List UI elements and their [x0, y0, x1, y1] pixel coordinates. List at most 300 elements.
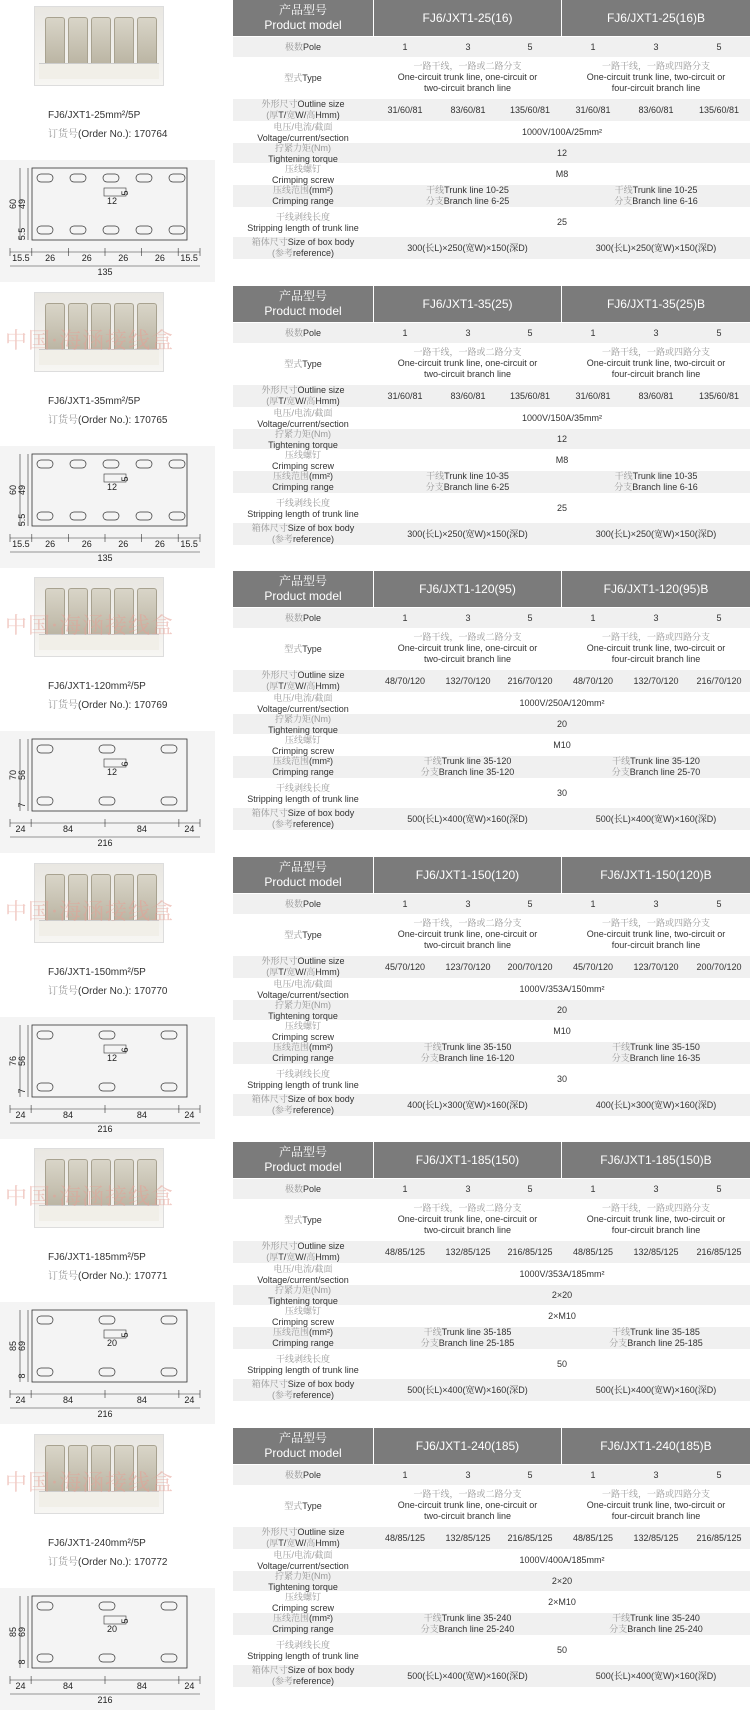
torque-value: 12: [556, 148, 567, 158]
row-label-outline: [233, 99, 373, 121]
slot-top: [99, 1031, 115, 1039]
box-en: Size of box body: [287, 237, 355, 247]
dim-span: 24: [184, 1395, 195, 1405]
model-label-en: Product model: [264, 874, 342, 889]
range-branch-zh: 分支: [425, 196, 444, 206]
range-trunk: Trunk line 35-120: [441, 756, 512, 766]
o4: 宽: [286, 110, 296, 120]
row-box: [233, 523, 750, 545]
row-strip: [233, 1636, 750, 1664]
row-pole: [233, 323, 750, 343]
outline-value: 132/70/120: [445, 676, 491, 686]
range-branch: Branch line 6-25: [443, 196, 510, 206]
header-model-b: FJ6/JXT1-240(185)B: [562, 1428, 750, 1464]
pole-value: 3: [465, 1469, 471, 1480]
range-trunk: Trunk line 35-240: [441, 1612, 512, 1623]
row-label-screw: [233, 1021, 373, 1041]
row-label-torque: [233, 714, 373, 734]
range-trunk-line: [374, 471, 561, 482]
box-value-b: 500(长L)×400(宽W)×160(深D): [595, 1385, 717, 1395]
o3: T/: [278, 395, 287, 406]
row-outline: [233, 1527, 750, 1549]
drawing-svg: [0, 731, 215, 853]
row-label-screw: [233, 735, 373, 755]
dim-mid: 20: [106, 1623, 118, 1634]
dim-h1: 70: [8, 769, 18, 781]
slot-top: [99, 1602, 115, 1610]
pole-value: 3: [465, 327, 471, 338]
pole-en: Pole: [303, 898, 322, 909]
row-label-outline: [233, 956, 373, 978]
row-type: [233, 1486, 750, 1526]
order-label-zh: 订货号: [48, 414, 78, 426]
vcs-value: 1000V/100A/25mm²: [521, 127, 603, 137]
order-label-zh: 订货号: [48, 1556, 78, 1568]
pole-zh: 极数: [284, 1469, 303, 1480]
range-unit: (mm²): [309, 1041, 333, 1052]
row-pole: [233, 608, 750, 628]
row-torque: [233, 429, 750, 449]
header-model-b: FJ6/JXT1-25(16)B: [562, 0, 750, 36]
range-trunk: Trunk line 10-25: [632, 185, 698, 195]
box-zh: 箱体尺寸: [251, 1664, 288, 1675]
pole-zh: 极数: [284, 42, 303, 52]
range-trunk-line: [374, 1327, 561, 1338]
box-zh2: (参考: [271, 533, 293, 544]
spec-table: [233, 1142, 750, 1425]
slot-top: [37, 174, 53, 182]
o5: W/: [295, 681, 307, 691]
dim-span: 24: [15, 1680, 26, 1691]
spec-table: [233, 571, 750, 854]
row-screw: [233, 450, 750, 470]
box-zh: 箱体尺寸: [251, 1379, 288, 1389]
outline-value: 216/85/125: [696, 1247, 742, 1257]
pole-value: 5: [527, 898, 533, 909]
model-label-zh: 产品型号: [278, 1145, 327, 1159]
slot-bottom: [37, 797, 53, 805]
o6: 高: [306, 1252, 316, 1262]
o3: T/: [278, 681, 287, 691]
type-en1-a: One-circuit trunk line, one-circuit or: [397, 72, 538, 82]
range-branch-line: [562, 1053, 750, 1064]
box-value-b: 500(长L)×400(宽W)×160(深D): [595, 814, 717, 824]
outline-value: 200/70/120: [507, 961, 553, 972]
spec-table: [233, 286, 750, 569]
range-zh: 压线范围: [272, 1327, 309, 1337]
header-model-label: [233, 1428, 373, 1464]
pole-en: Pole: [303, 42, 322, 52]
pole-en: Pole: [303, 613, 322, 623]
row-vcs: [233, 1264, 750, 1284]
strip-en: Stripping length of trunk line: [247, 1079, 359, 1090]
row-range: [233, 1042, 750, 1064]
range-branch-zh: 分支: [614, 481, 633, 492]
dim-h2: 56: [17, 1055, 27, 1066]
o4: 宽: [286, 395, 296, 406]
type-en2-b: four-circuit branch line: [611, 368, 701, 379]
range-trunk-zh: 干线: [612, 756, 631, 766]
dim-span: 26: [81, 538, 92, 549]
dim-span: 24: [184, 1109, 195, 1120]
slot-bottom: [99, 797, 115, 805]
row-label-torque: [233, 1571, 373, 1591]
torque-en: Tightening torque: [268, 154, 338, 164]
slot-top: [103, 174, 119, 182]
type-en: Type: [302, 644, 322, 654]
outline-value: 48/85/125: [572, 1532, 614, 1543]
dim-span: 26: [118, 538, 129, 549]
o4: 宽: [286, 966, 296, 977]
range-trunk-zh: 干线: [614, 185, 633, 195]
box-en2: reference): [292, 248, 335, 258]
pole-en: Pole: [303, 1469, 322, 1480]
range-value-b: [562, 1042, 750, 1064]
type-value-a: [374, 1203, 561, 1236]
slot-top: [103, 460, 119, 468]
row-strip: [233, 208, 750, 236]
strip-en: Stripping length of trunk line: [247, 1650, 359, 1661]
pole-value: 5: [527, 613, 533, 623]
row-box: [233, 1665, 750, 1687]
type-zh-a: 一路干线，一路或二路分支: [413, 1203, 522, 1213]
pole-value: 1: [402, 613, 408, 623]
pole-value: 3: [653, 898, 659, 909]
outline-value: 83/60/81: [638, 105, 674, 115]
model-label-zh: 产品型号: [278, 859, 327, 874]
outline-zh: 外形尺寸: [261, 1526, 298, 1537]
o3: T/: [278, 1252, 287, 1262]
product-info: [0, 1428, 225, 1711]
box-value-b: 300(长L)×250(宽W)×150(深D): [595, 528, 717, 539]
row-range: [233, 471, 750, 493]
slot-top: [70, 174, 86, 182]
dim-span: 24: [184, 1680, 195, 1691]
row-label-box: [233, 523, 373, 545]
order-number: [48, 982, 168, 997]
row-label-torque: [233, 1000, 373, 1020]
range-trunk: Trunk line 35-150: [441, 1041, 512, 1052]
outline-value: 31/60/81: [387, 105, 423, 115]
row-outline: [233, 385, 750, 407]
vcs-value: 1000V/250A/120mm²: [519, 698, 605, 708]
type-en1-a: One-circuit trunk line, one-circuit or: [397, 357, 538, 368]
slot-top: [161, 745, 177, 753]
dim-span: 15.5: [180, 253, 198, 263]
range-zh: 压线范围: [272, 756, 309, 766]
outline-value: 132/70/120: [633, 676, 679, 686]
range-branch-zh: 分支: [420, 1338, 439, 1348]
row-label-vcs: [233, 979, 373, 999]
box-value-b: 300(长L)×250(宽W)×150(深D): [595, 243, 717, 253]
outline-value: 83/60/81: [450, 105, 486, 115]
box-en: Size of box body: [287, 1379, 355, 1389]
row-label-strip: [233, 1065, 373, 1093]
torque-value: 2×20: [551, 1575, 573, 1586]
range-trunk-zh: 干线: [423, 756, 442, 766]
type-en1-b: One-circuit trunk line, two-circuit or: [586, 1214, 726, 1224]
outline-value: 135/60/81: [698, 105, 740, 115]
drawing-svg: [0, 446, 215, 568]
dim-span: 84: [136, 1395, 147, 1405]
range-en: Crimping range: [272, 1052, 334, 1063]
box-value-a: 500(长L)×400(宽W)×160(深D): [407, 814, 528, 824]
dim-h2: 49: [17, 198, 27, 210]
range-trunk: Trunk line 35-185: [441, 1327, 512, 1337]
row-outline: [233, 1241, 750, 1263]
screw-value: 2×M10: [548, 1596, 576, 1607]
torque-zh: 拧紧力矩(Nm): [275, 1285, 331, 1295]
header-model-a: FJ6/JXT1-240(185): [374, 1428, 561, 1464]
model-label-en: Product model: [264, 589, 342, 603]
range-zh: 压线范围: [272, 1041, 309, 1052]
row-label-vcs: [233, 1550, 373, 1570]
torque-value: 12: [556, 433, 567, 444]
row-box: [233, 1094, 750, 1116]
vcs-value: 1000V/353A/185mm²: [519, 1269, 605, 1279]
range-value-b: [562, 1613, 750, 1635]
pole-value: 3: [465, 898, 471, 909]
box-en: Size of box body: [287, 1664, 355, 1675]
slot-bottom: [169, 512, 185, 520]
range-trunk-line: [562, 1327, 750, 1338]
pole-en: Pole: [303, 327, 322, 338]
row-label-pole: [233, 323, 373, 343]
range-branch: Branch line 25-240: [438, 1623, 515, 1634]
slot-bottom: [103, 512, 119, 520]
row-type: [233, 629, 750, 669]
type-value-a: [374, 347, 561, 380]
product-caption: FJ6/JXT1-185mm²/5P: [48, 1252, 146, 1263]
dim-span: 15.5: [180, 538, 198, 549]
type-en2-a: two-circuit branch line: [423, 1510, 512, 1521]
slot-bottom: [37, 226, 53, 234]
outline-value: 83/60/81: [638, 390, 674, 401]
range-branch-line: [562, 1624, 750, 1635]
drawing-svg: [0, 1017, 215, 1139]
outline-en: Outline size: [297, 1241, 345, 1251]
slot-top: [161, 1602, 177, 1610]
range-branch: Branch line 6-16: [632, 481, 698, 492]
range-value-a: [374, 756, 561, 778]
product-info: [0, 1142, 225, 1425]
watermark: 中国·海涵接线盒: [5, 1470, 174, 1496]
row-range: [233, 756, 750, 778]
dimension-drawing: [0, 1588, 215, 1710]
box-en2: reference): [292, 819, 335, 829]
strip-zh: 干线剥线长度: [275, 212, 330, 222]
range-trunk-zh: 干线: [426, 185, 445, 195]
strip-value: 50: [556, 1644, 567, 1655]
range-trunk-zh: 干线: [612, 1612, 631, 1623]
row-vcs: [233, 122, 750, 142]
row-label-type: [233, 915, 373, 955]
dim-span: 84: [63, 1395, 74, 1405]
slot-bottom: [161, 797, 177, 805]
row-label-screw: [233, 1306, 373, 1326]
range-branch: Branch line 16-120: [438, 1052, 515, 1063]
outline-value: 135/60/81: [509, 390, 551, 401]
row-range: [233, 1613, 750, 1635]
range-branch-zh: 分支: [609, 1338, 628, 1348]
dim-span: 26: [81, 253, 92, 263]
range-value-b: [562, 471, 750, 493]
outline-value: 216/85/125: [696, 1532, 742, 1543]
slot-bottom: [161, 1368, 177, 1376]
spec-table: [233, 1428, 750, 1711]
outline-value: 123/70/120: [633, 961, 679, 972]
screw-en: Crimping screw: [271, 1031, 334, 1042]
box-zh2: (参考: [271, 1104, 293, 1115]
slot-top: [99, 1316, 115, 1324]
slot-bottom: [99, 1083, 115, 1091]
terminal-pole: [45, 17, 65, 69]
screw-value: 2×M10: [548, 1311, 576, 1321]
box-zh2: (参考: [271, 248, 293, 258]
dim-total: 135: [97, 552, 113, 563]
strip-zh: 干线剥线长度: [275, 1639, 330, 1650]
strip-en: Stripping length of trunk line: [247, 794, 359, 804]
o7: Hmm): [315, 1252, 340, 1262]
row-label-strip: [233, 1350, 373, 1378]
pole-value: 5: [527, 327, 533, 338]
range-branch: Branch line 16-35: [629, 1052, 701, 1063]
box-value-a: 300(长L)×250(宽W)×150(深D): [407, 528, 528, 539]
type-en: Type: [302, 1500, 322, 1511]
box-en2: reference): [292, 533, 335, 544]
type-en1-b: One-circuit trunk line, two-circuit or: [586, 72, 726, 82]
dim-h1: 76: [8, 1055, 18, 1066]
outline-value: 216/70/120: [507, 676, 553, 686]
spec-table: [233, 0, 750, 283]
dim-h3: 7: [17, 802, 27, 808]
vcs-zh: 电压/电流/截面: [273, 693, 333, 703]
range-branch-zh: 分支: [420, 1052, 439, 1063]
o4: 宽: [286, 1537, 296, 1548]
strip-value: 30: [556, 788, 567, 798]
row-label-type: [233, 58, 373, 98]
strip-en: Stripping length of trunk line: [247, 508, 359, 519]
pole-value: 1: [590, 327, 596, 338]
range-value-a: [374, 1327, 561, 1349]
row-outline: [233, 956, 750, 978]
drawing-svg: [0, 1588, 215, 1710]
row-label-outline: [233, 385, 373, 407]
dim-total: 216: [97, 1694, 113, 1705]
row-label-pole: [233, 1465, 373, 1485]
pole-value: 1: [590, 613, 596, 623]
row-pole: [233, 1465, 750, 1485]
box-value-a: 400(长L)×300(宽W)×160(深D): [407, 1099, 528, 1110]
range-branch-line: [374, 767, 561, 778]
product-info: [0, 857, 225, 1140]
outline-value: 31/60/81: [387, 390, 423, 401]
row-label-pole: [233, 608, 373, 628]
outline-value: 48/70/120: [384, 676, 426, 686]
dim-mid: 12: [106, 481, 118, 492]
outline-value: 31/60/81: [575, 105, 611, 115]
pole-value: 3: [465, 613, 471, 623]
range-branch-zh: 分支: [609, 1623, 628, 1634]
row-label-range: [233, 1613, 373, 1635]
dimension-drawing: [0, 1302, 215, 1424]
slot-top: [70, 460, 86, 468]
vcs-en: Voltage/current/section: [257, 1275, 349, 1285]
row-type: [233, 58, 750, 98]
header-model-b: FJ6/JXT1-185(150)B: [562, 1142, 750, 1178]
box-en2: reference): [292, 1675, 335, 1686]
pole-value: 5: [527, 42, 533, 52]
o7: Hmm): [315, 966, 340, 977]
outline-value: 83/60/81: [450, 390, 486, 401]
dim-span: 26: [154, 253, 165, 263]
pole-value: 5: [527, 1184, 533, 1194]
pole-value: 3: [653, 327, 659, 338]
slot-bottom: [99, 1654, 115, 1662]
slot-bottom: [161, 1083, 177, 1091]
type-en1-b: One-circuit trunk line, two-circuit or: [586, 357, 726, 368]
type-zh-a: 一路干线，一路或二路分支: [413, 61, 522, 71]
row-screw: [233, 1592, 750, 1612]
slot-top: [37, 1316, 53, 1324]
model-label-en: Product model: [264, 1160, 342, 1174]
row-label-screw: [233, 1592, 373, 1612]
range-trunk: Trunk line 35-185: [630, 1327, 700, 1337]
dimension-drawing: [0, 446, 215, 568]
row-outline: [233, 99, 750, 121]
row-label-outline: [233, 670, 373, 692]
row-strip: [233, 1065, 750, 1093]
type-value-b: [562, 1489, 750, 1522]
dim-h3: 8: [17, 1373, 27, 1379]
o6: 高: [306, 1537, 316, 1548]
range-trunk-zh: 干线: [612, 1041, 631, 1052]
outline-en: Outline size: [297, 670, 345, 680]
outline-value: 45/70/120: [572, 961, 614, 972]
type-en2-a: two-circuit branch line: [423, 83, 512, 93]
vcs-zh: 电压/电流/截面: [273, 407, 333, 418]
dim-total: 216: [97, 1123, 113, 1134]
range-trunk-zh: 干线: [426, 470, 445, 481]
range-zh: 压线范围: [272, 1612, 309, 1623]
o6: 高: [306, 110, 316, 120]
dim-h2: 69: [17, 1626, 27, 1637]
o7: Hmm): [315, 395, 340, 406]
model-label-zh: 产品型号: [278, 3, 327, 17]
slot-bottom: [37, 512, 53, 520]
outline-value: 216/85/125: [507, 1532, 553, 1543]
outline-en: Outline size: [297, 99, 345, 109]
type-value-b: [562, 918, 750, 951]
product-caption: FJ6/JXT1-150mm²/5P: [48, 966, 146, 978]
box-value-a: 500(长L)×400(宽W)×160(深D): [407, 1385, 528, 1395]
box-value-b: 400(长L)×300(宽W)×160(深D): [595, 1099, 717, 1110]
row-type: [233, 1200, 750, 1240]
outline-zh: 外形尺寸: [261, 99, 298, 109]
range-value-a: [374, 185, 561, 207]
pole-value: 3: [653, 1469, 659, 1480]
header-model-b: FJ6/JXT1-150(120)B: [562, 857, 750, 893]
pole-value: 1: [590, 1469, 596, 1480]
pole-value: 1: [402, 42, 408, 52]
outline-value: 45/70/120: [384, 961, 426, 972]
row-strip: [233, 779, 750, 807]
outline-value: 132/85/125: [445, 1247, 491, 1257]
range-trunk-line: [562, 185, 750, 196]
order-number: [48, 125, 168, 140]
outline-value: 132/85/125: [445, 1532, 491, 1543]
watermark: 中国·海涵接线盒: [5, 614, 174, 639]
